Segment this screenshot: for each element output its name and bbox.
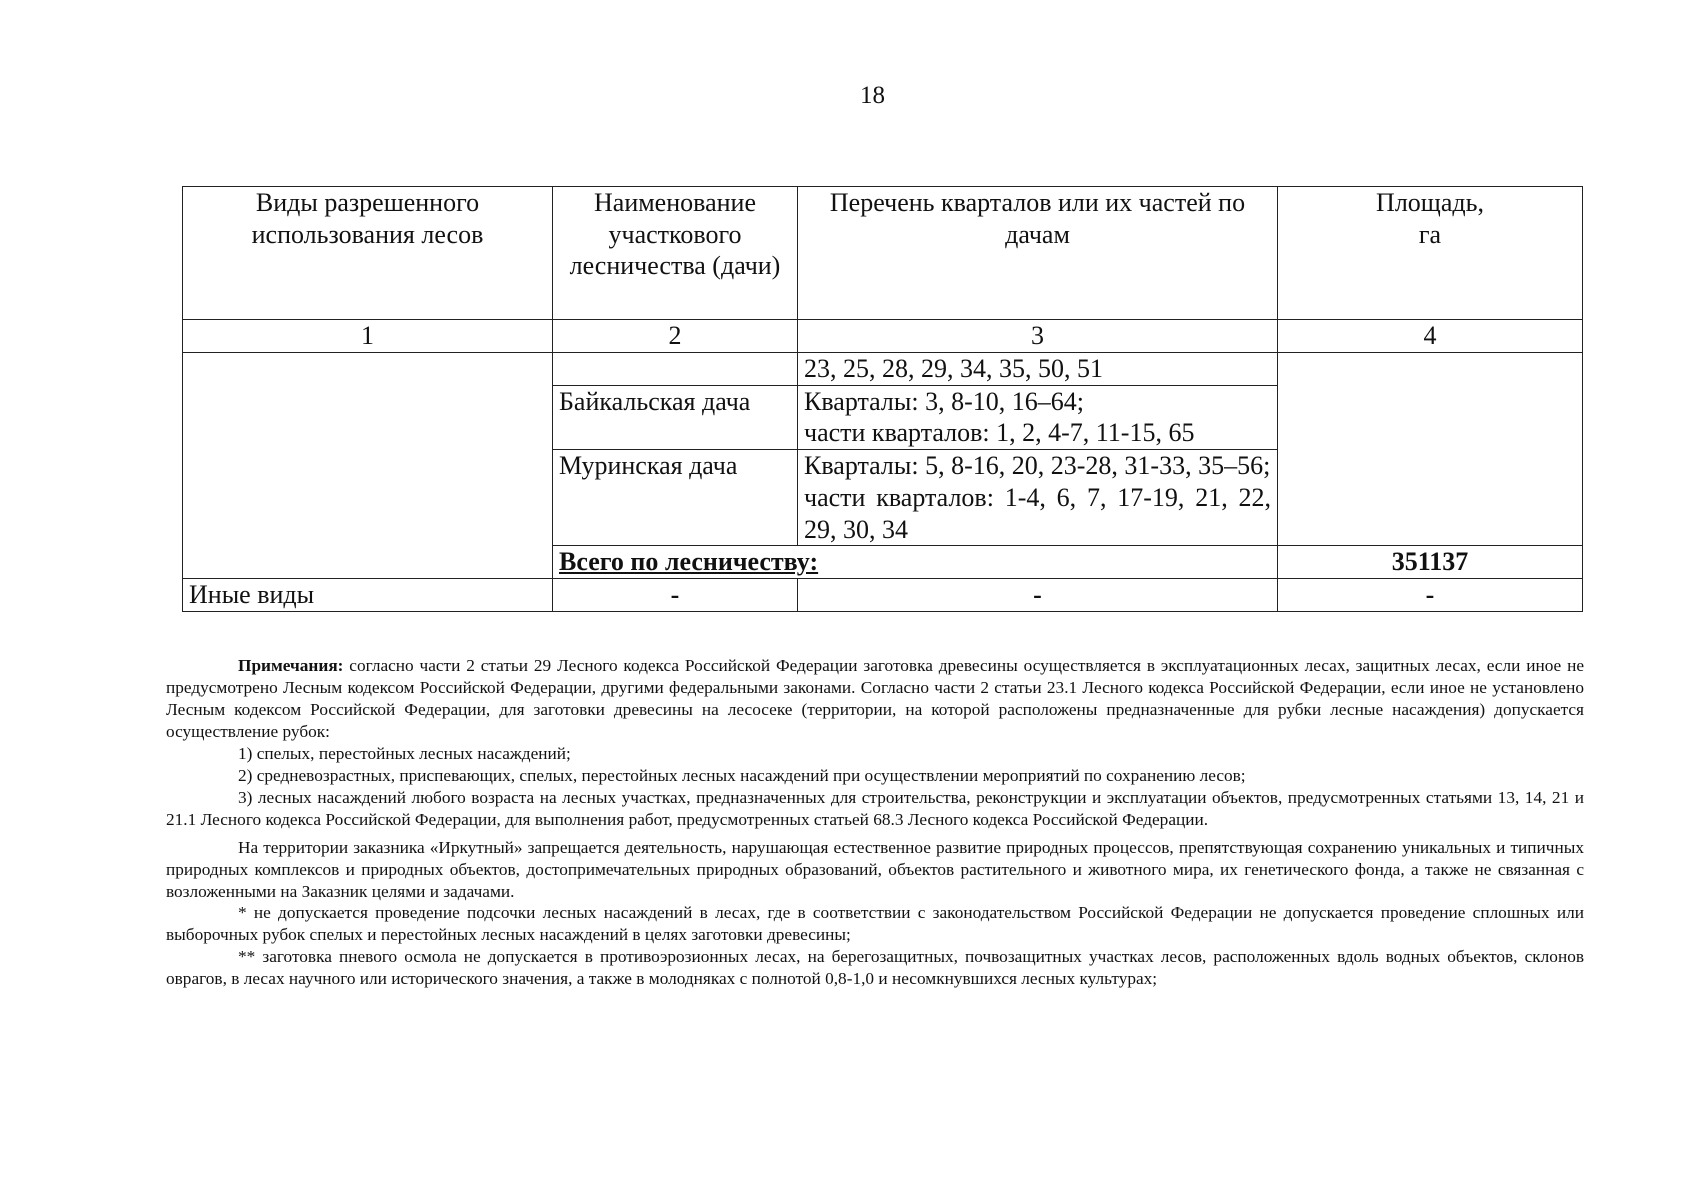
- quarters-murin: [798, 450, 1278, 546]
- notes-paragraph-3: * не допускается проведение подсочки лесных насаждений в лесах, где в соответствии с законодательством Российской Федерации не допускается проведение сплошных или выборочных рубок спелых и перестойных лесных насаждений в целях заготовки древесины;: [166, 903, 1584, 945]
- column-number-3: 3: [798, 320, 1278, 353]
- notes-paragraph-1: [166, 655, 1584, 743]
- notes-item-3: 3) лесных насаждений любого возраста на лесных участках, предназначенных для строительства, реконструкции и эксплуатации объектов, предусмотренных статьями 13, 14, 21 и 21.1 Лесного кодекса Российской Федерации, для выполнения работ, предусмотренных статьей 68.3 Лесного кодекса Российской Федерации.: [166, 787, 1584, 829]
- notes-section: [166, 655, 1584, 990]
- use-type-cell-empty: [183, 353, 553, 579]
- quarters-baikal-line1: Кварталы: 3, 8-10, 16–64;: [804, 386, 1084, 416]
- column-number-4: 4: [1278, 320, 1583, 353]
- total-label-text: Всего по лесничеству:: [559, 547, 819, 577]
- notes-paragraph-4: ** заготовка пневого осмола не допускается в противоэрозионных лесах, на берегозащитных, почвозащитных участках лесов, расположенных вдоль водных объектов, склонов оврагов, в лесах научного или исторического значения, а также в молодняках с полнотой 0,8-1,0 и несомкнувшихся лесных культурах;: [166, 947, 1584, 989]
- page-number: 18: [860, 82, 885, 109]
- other-types-label: Иные виды: [183, 579, 553, 612]
- total-label: [553, 546, 1278, 579]
- other-types-row: [183, 579, 1583, 612]
- quarters-murin-line1: Кварталы: 5, 8-16, 20, 23-28, 31-33, 35–56;: [804, 451, 1271, 481]
- quarters-continued: 23, 25, 28, 29, 34, 35, 50, 51: [798, 353, 1278, 386]
- header-forestry-name: Наименование участкового лесничества (дачи): [553, 187, 798, 320]
- notes-item-1: 1) спелых, перестойных лесных насаждений;: [238, 743, 571, 763]
- forestry-cell-empty: [553, 353, 798, 386]
- quarters-baikal: [798, 385, 1278, 449]
- table-row: [183, 353, 1583, 386]
- other-types-col3: -: [798, 579, 1278, 612]
- column-number-2: 2: [553, 320, 798, 353]
- notes-lead: Примечания:: [238, 656, 344, 675]
- header-area: [1278, 187, 1583, 320]
- quarters-baikal-line2: части кварталов: 1, 2, 4-7, 11-15, 65: [804, 418, 1195, 448]
- notes-paragraph-2: На территории заказника «Иркутный» запрещается деятельность, нарушающая естественное развитие природных процессов, препятствующая сохранению уникальных и типичных природных комплексов и природных объектов, достопримечательных природных образований, объектов растительного и животного мира, их генетического фонда, а также не связанная с возложенными на Заказник целями и задачами.: [166, 837, 1584, 901]
- notes-p1-text: согласно части 2 статьи 29 Лесного кодекса Российской Федерации заготовка древесины осуществляется в эксплуатационных лесах, защитных лесах, если иное не предусмотрено Лесным кодексом Российской Федерации, другими федеральными законами. Согласно части 2 статьи 23.1 Лесного кодекса Российской Федерации, если иное не установлено Лесным кодексом Российской Федерации, для заготовки древесины на лесосеке (территории, на которой расположены предназначенные для рубки лесные насаждения) допускается осуществление рубок:: [166, 656, 1584, 741]
- quarters-murin-line2: части кварталов: 1-4, 6, 7, 17-19, 21, 22, 29, 30, 34: [804, 482, 1271, 544]
- forestry-name-baikal: Байкальская дача: [553, 385, 798, 449]
- notes-item-2: 2) средневозрастных, приспевающих, спелых, перестойных лесных насаждений при осуществлении мероприятий по сохранению лесов;: [238, 765, 1246, 785]
- area-cell-empty: [1278, 353, 1583, 546]
- column-numbers-row: [183, 320, 1583, 353]
- header-area-text: Площадь, га: [1376, 188, 1484, 249]
- other-types-col4: -: [1278, 579, 1583, 612]
- forestry-name-murin: Муринская дача: [553, 450, 798, 546]
- header-quarters: Перечень кварталов или их частей по дачам: [798, 187, 1278, 320]
- header-use-type: Виды разрешенного использования лесов: [183, 187, 553, 320]
- column-number-1: 1: [183, 320, 553, 353]
- total-value: 351137: [1278, 546, 1583, 579]
- table-header-row: [183, 187, 1583, 320]
- forest-use-table: [182, 186, 1583, 612]
- other-types-col2: -: [553, 579, 798, 612]
